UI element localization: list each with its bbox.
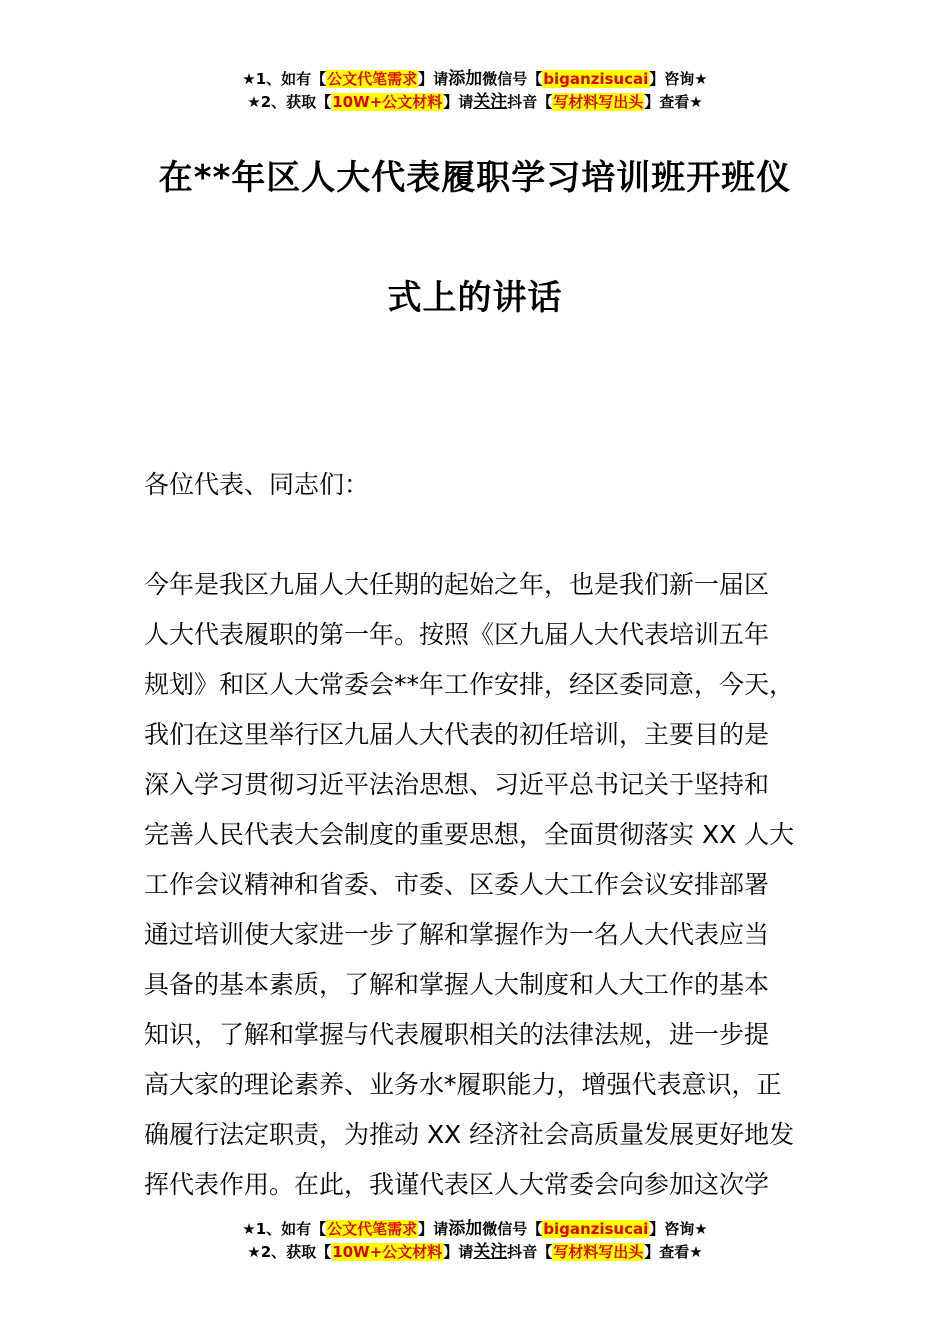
body-line: 通过培训使大家进一步了解和掌握作为一名人大代表应当 <box>144 920 770 949</box>
document-title-line-1: 在**年区人大代表履职学习培训班开班仪 <box>158 158 792 198</box>
body-paragraph <box>144 560 844 1210</box>
promo-highlight: 公文代笔需求 <box>327 1220 418 1238</box>
promo-text: 】咨询★ <box>649 1220 708 1238</box>
promo-highlight: 10W+公文材料 <box>332 1243 443 1261</box>
promo-text: ★2、获取【 <box>247 1243 332 1261</box>
body-line: 高大家的理论素养、业务水*履职能力，增强代表意识，正 <box>144 1070 782 1099</box>
promo-text: 微信号【 <box>482 70 543 88</box>
promo-text: 抖音【 <box>507 93 553 111</box>
promo-highlight: biganzisucai <box>543 70 649 88</box>
promo-text: ★1、如有【 <box>242 70 327 88</box>
promo-highlight: 写材料写出头 <box>553 1243 644 1261</box>
promo-text: 】查看★ <box>644 93 703 111</box>
body-line: 深入学习贯彻习近平法治思想、习近平总书记关于坚持和 <box>144 770 770 799</box>
promo-text: 】请 <box>443 93 474 111</box>
promo-emphasis: 添加 <box>448 1219 483 1239</box>
bottom-promo-banner <box>0 1218 950 1264</box>
promo-text: 抖音【 <box>507 1243 553 1261</box>
promo-text: 】请 <box>418 70 449 88</box>
promo-text: ★2、获取【 <box>247 93 332 111</box>
promo-line-2 <box>0 91 950 114</box>
body-line: 我们在这里举行区九届人大代表的初任培训，主要目的是 <box>144 720 770 749</box>
promo-emphasis: 关注 <box>473 92 508 112</box>
promo-highlight: 写材料写出头 <box>553 93 644 111</box>
promo-text: 】请 <box>443 1243 474 1261</box>
body-line: 挥代表作用。在此，我谨代表区人大常委会向参加这次学 <box>144 1170 770 1199</box>
promo-highlight: biganzisucai <box>543 1220 649 1238</box>
promo-text: 微信号【 <box>482 1220 543 1238</box>
top-promo-banner <box>0 68 950 114</box>
document-title-line-2: 式上的讲话 <box>387 278 563 318</box>
body-line: 人大代表履职的第一年。按照《区九届人大代表培训五年 <box>144 620 770 649</box>
body-line: 今年是我区九届人大任期的起始之年，也是我们新一届区 <box>144 570 770 599</box>
promo-text: 】请 <box>418 1220 449 1238</box>
promo-text: 】咨询★ <box>649 70 708 88</box>
promo-text: ★1、如有【 <box>242 1220 327 1238</box>
promo-highlight: 公文代笔需求 <box>327 70 418 88</box>
promo-highlight: 10W+公文材料 <box>332 93 443 111</box>
promo-line-1 <box>0 68 950 91</box>
body-line: 规划》和区人大常委会**年工作安排，经区委同意，今天， <box>144 670 795 699</box>
body-line: 具备的基本素质，了解和掌握人大制度和人大工作的基本 <box>144 970 770 999</box>
promo-text: 】查看★ <box>644 1243 703 1261</box>
promo-line-2 <box>0 1241 950 1264</box>
promo-emphasis: 添加 <box>448 69 483 89</box>
promo-emphasis: 关注 <box>473 1242 508 1262</box>
body-line: 完善人民代表大会制度的重要思想，全面贯彻落实 XX 人大 <box>144 820 795 849</box>
salutation: 各位代表、同志们： <box>144 470 370 499</box>
body-line: 确履行法定职责，为推动 XX 经济社会高质量发展更好地发 <box>144 1120 795 1149</box>
body-line: 知识，了解和掌握与代表履职相关的法律法规，进一步提 <box>144 1020 770 1049</box>
promo-line-1 <box>0 1218 950 1241</box>
body-line: 工作会议精神和省委、市委、区委人大工作会议安排部署 <box>144 870 770 899</box>
